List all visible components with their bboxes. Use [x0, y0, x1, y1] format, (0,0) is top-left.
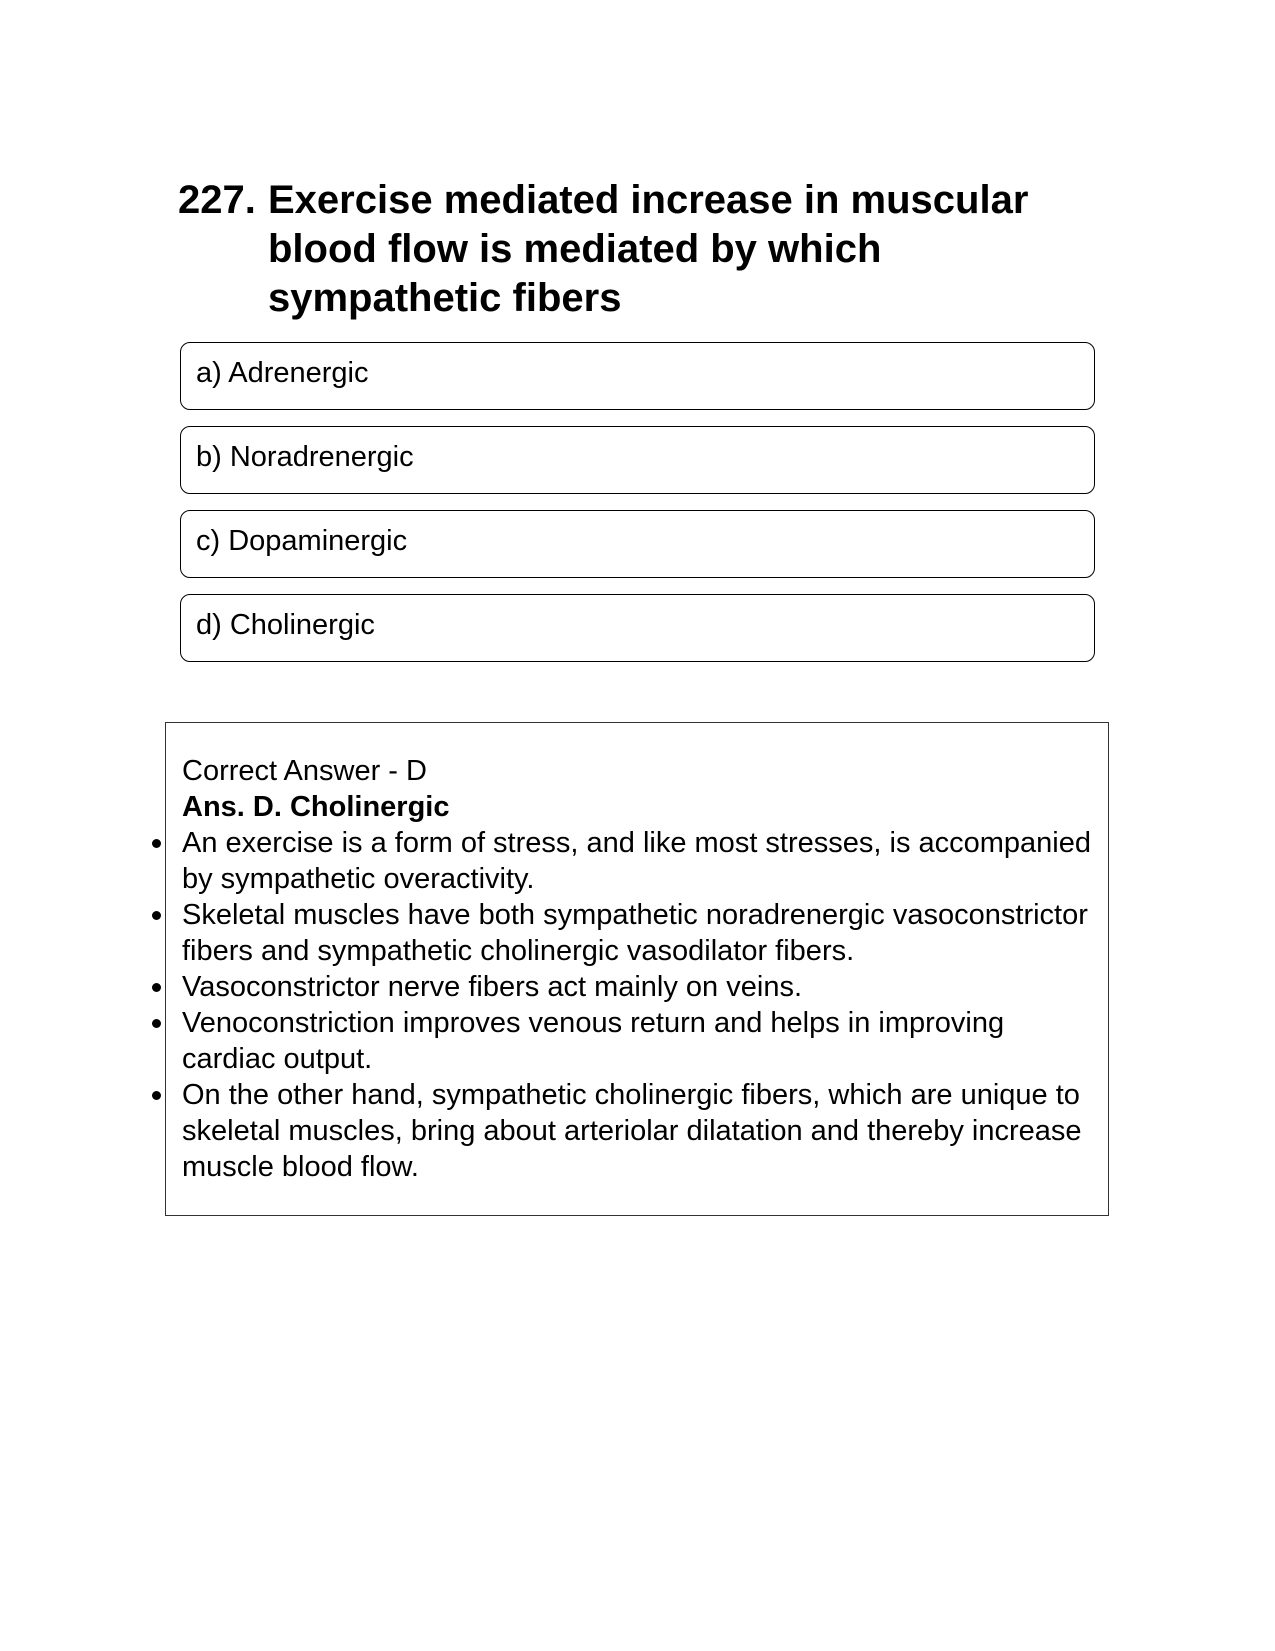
option-b[interactable] — [180, 426, 1095, 494]
option-c[interactable] — [180, 510, 1095, 578]
explanation-item — [182, 1005, 1097, 1077]
option-b-label: b) Noradrenergic — [196, 440, 414, 473]
explanation-text: Vasoconstrictor nerve fibers act mainly on veins. — [182, 971, 803, 1003]
explanation-text: An exercise is a form of stress, and like most stresses, is accompanied by sympathetic overactivity. — [182, 827, 1092, 895]
answer-heading: Ans. D. Cholinergic — [182, 791, 450, 823]
explanation-text: On the other hand, sympathetic cholinergic fibers, which are unique to skeletal muscles, bring about arteriolar dilatation and thereby increase muscle blood flow. — [182, 1079, 1082, 1183]
option-a-label: a) Adrenergic — [196, 356, 369, 389]
bullet-icon — [152, 1019, 161, 1028]
explanation-text: Venoconstriction improves venous return and helps in improving cardiac output. — [182, 1007, 1005, 1075]
explanation-item — [182, 897, 1097, 969]
bullet-icon — [152, 839, 161, 848]
question-number: 227. — [178, 178, 256, 222]
options-list — [180, 342, 1095, 678]
option-a[interactable] — [180, 342, 1095, 410]
option-d[interactable] — [180, 594, 1095, 662]
bullet-icon — [152, 911, 161, 920]
bullet-icon — [152, 983, 161, 992]
explanation-item — [182, 969, 1097, 1005]
correct-answer-line: Correct Answer - D — [182, 755, 427, 787]
answer-box — [165, 722, 1109, 1216]
bullet-icon — [152, 1091, 161, 1100]
option-c-label: c) Dopaminergic — [196, 524, 408, 557]
question — [178, 176, 1098, 323]
explanation-text: Skeletal muscles have both sympathetic noradrenergic vasoconstrictor fibers and sympathetic cholinergic vasodilator fibers. — [182, 899, 1088, 967]
question-text: Exercise mediated increase in muscular blood flow is mediated by which sympathetic fibers — [268, 178, 1029, 320]
explanation-item — [182, 1077, 1097, 1185]
answer-content — [182, 753, 1097, 1185]
explanation-item — [182, 825, 1097, 897]
explanation-list — [182, 825, 1097, 1185]
option-d-label: d) Cholinergic — [196, 608, 375, 641]
